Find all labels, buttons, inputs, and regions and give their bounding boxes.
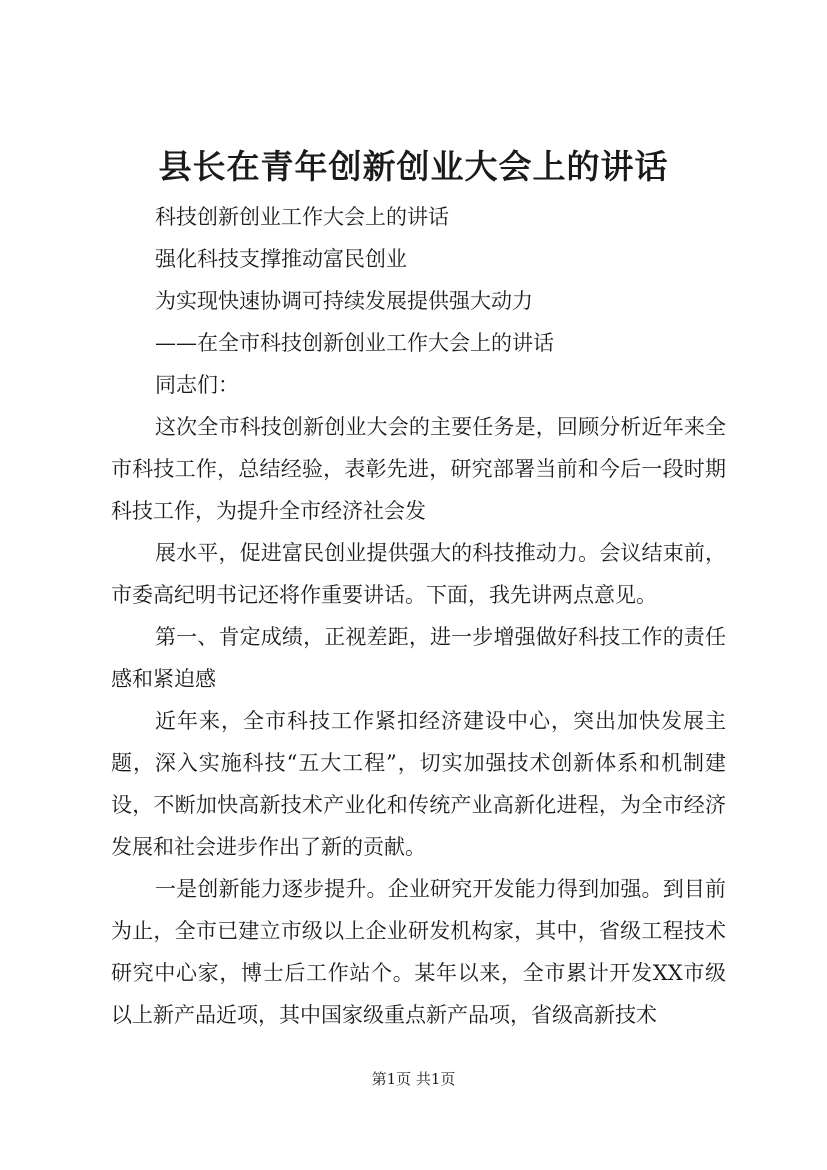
paragraph-subtitle-4: ——在全市科技创新创业工作大会上的讲话	[155, 331, 554, 355]
paragraph-section-heading: 第一、肯定成绩，正视差距，进一步增强做好科技工作的责任感和紧迫感	[111, 625, 726, 691]
paragraph-subtitle-3: 为实现快速协调可持续发展提供强大动力	[155, 289, 533, 313]
paragraph-salutation: 同志们：	[155, 373, 239, 397]
document-body	[111, 196, 726, 1036]
paragraph-subtitle-2: 强化科技支撑推动富民创业	[155, 247, 407, 271]
paragraph-achievements: 近年来，全市科技工作紧扣经济建设中心，突出加快发展主题，深入实施科技“五大工程”，切实加强技术创新体系和机制建设，不断加快高新技术产业化和传统产业高新化进程，为全市经济发展和社会进步作出了新的贡献。	[111, 709, 726, 859]
paragraph-subtitle-1: 科技创新创业工作大会上的讲话	[155, 205, 449, 229]
paragraph-intro-continued: 展水平，促进富民创业提供强大的科技推动力。会议结束前，市委高纪明书记还将作重要讲话。下面，我先讲两点意见。	[111, 541, 726, 607]
document-title: 县长在青年创新创业大会上的讲话	[158, 147, 669, 186]
paragraph-innovation: 一是创新能力逐步提升。企业研究开发能力得到加强。到目前为止，全市已建立市级以上企业研发机构家，其中，省级工程技术研究中心家，博士后工作站个。某年以来，全市累计开发XX市级以上新产品近项，其中国家级重点新产品项，省级高新技术	[111, 877, 726, 1027]
page-footer: 第1页 共1页	[371, 1070, 456, 1088]
paragraph-intro: 这次全市科技创新创业大会的主要任务是，回顾分析近年来全市科技工作，总结经验，表彰先进，研究部署当前和今后一段时期科技工作，为提升全市经济社会发	[111, 415, 726, 523]
